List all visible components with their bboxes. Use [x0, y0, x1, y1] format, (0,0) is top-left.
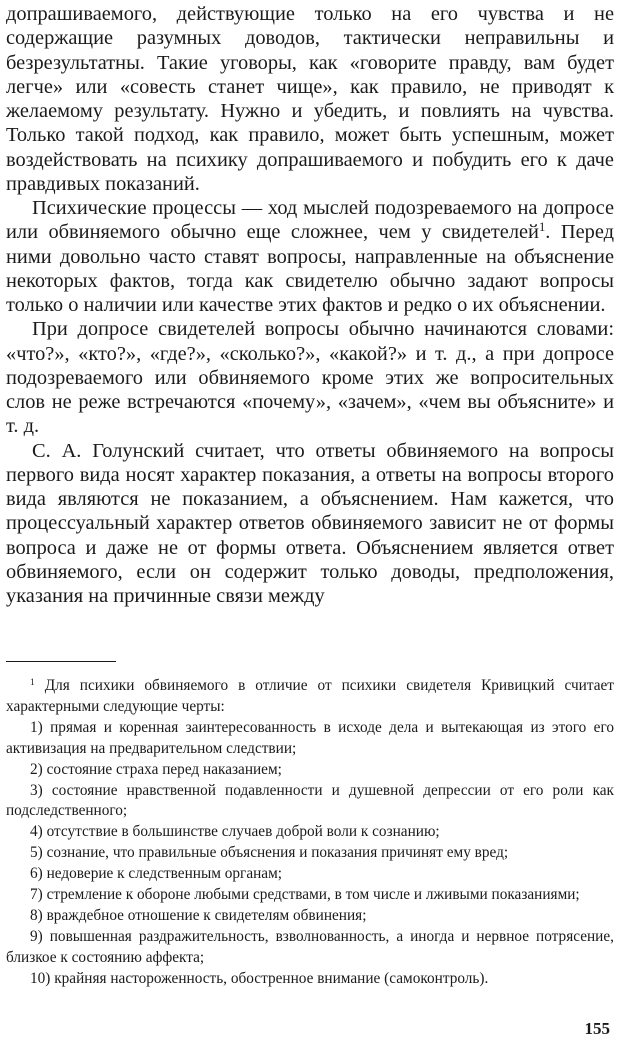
footnote-item: 4) отсутствие в большинстве случаев доброй воли к сознанию; — [30, 823, 440, 841]
page-number: 155 — [584, 1019, 610, 1038]
footnote-item: 1) прямая и коренная заинтересованность в исходе дела и вытекающая из этого его активизация на предварительном следствии; — [6, 718, 614, 757]
footnote — [6, 676, 614, 990]
book-page — [6, 0, 614, 1045]
footnote-reference[interactable]: 1 — [538, 220, 546, 235]
footnote-item: 5) сознание, что правильные объяснения и показания причинят ему вред; — [30, 844, 509, 862]
footnote-item: 2) состояние страха перед наказанием; — [30, 760, 282, 778]
paragraph-2 — [6, 196, 614, 317]
paragraph-1: допрашиваемого, действующие только на его чувства и не содержащие разумных доводов, тактически неправильны и безрезультатны. Такие уговоры, как «говорите правду, вам будет легче» или «совесть станет чище», как правило, не приводят к желаемому результату. Нужно и убедить, и повлиять на чувства. Только такой подход, как правило, может быть успешным, может воздействовать на психику допрашиваемого и побудить его к даче правдивых показаний. — [6, 3, 614, 195]
paragraph-4: С. А. Голунский считает, что ответы обвиняемого на вопросы первого вида носят характер показания, а ответы на вопросы второго вида являются не показанием, а объяснением. Нам кажется, что процессуальный характер ответов обвиняемого зависит не от формы вопроса и даже не от формы ответа. Объяснением является ответ обвиняемого, если он содержит только доводы, предположения, указания на причинные связи между — [6, 439, 614, 607]
footnote-item: 6) недоверие к следственным органам; — [30, 865, 283, 883]
footnote-item: 3) состояние нравственной подавленности и душевной депрессии от его роли как подследственного; — [6, 781, 614, 820]
paragraph-2-part-a: Психические процессы — ход мыслей подозреваемого на допросе или обвиняемого обычно еще сложнее, чем у свидетелей — [6, 197, 614, 244]
footnote-item: 7) стремление к обороне любыми средствами, в том числе и лживыми показаниями; — [30, 886, 580, 904]
paragraph-3: При допросе свидетелей вопросы обычно начинаются словами: «что?», «кто?», «где?», «сколько?», «какой?» и т. д., а при допросе подозреваемого или обвиняемого кроме этих же вопросительных слов не реже встречаются «почему», «зачем», «чем вы объясните» и т. д. — [6, 318, 614, 438]
main-text — [6, 2, 614, 608]
footnote-item: 9) повышенная раздражительность, взволнованность, а иногда и нервное потрясение, близкое к состоянию аффекта; — [6, 927, 614, 966]
footnote-item: 10) крайняя настороженность, обостренное внимание (самоконтроль). — [30, 969, 489, 987]
footnote-mark: 1 — [30, 677, 35, 688]
footnote-intro — [6, 676, 614, 718]
paragraph-2-part-b: . Перед ними довольно часто ставят вопросы, направленные на объяснение некоторых фактов, тогда как свидетелю обычно задают вопросы только о наличии или качестве этих фактов и редко о их объяснении. — [6, 221, 614, 316]
footnote-divider — [6, 661, 116, 662]
footnote-item: 8) враждебное отношение к свидетелям обвинения; — [30, 906, 367, 924]
footnote-intro-text: Для психики обвиняемого в отличие от психики свидетеля Кривицкий считает характерными следующие черты: — [6, 677, 614, 715]
